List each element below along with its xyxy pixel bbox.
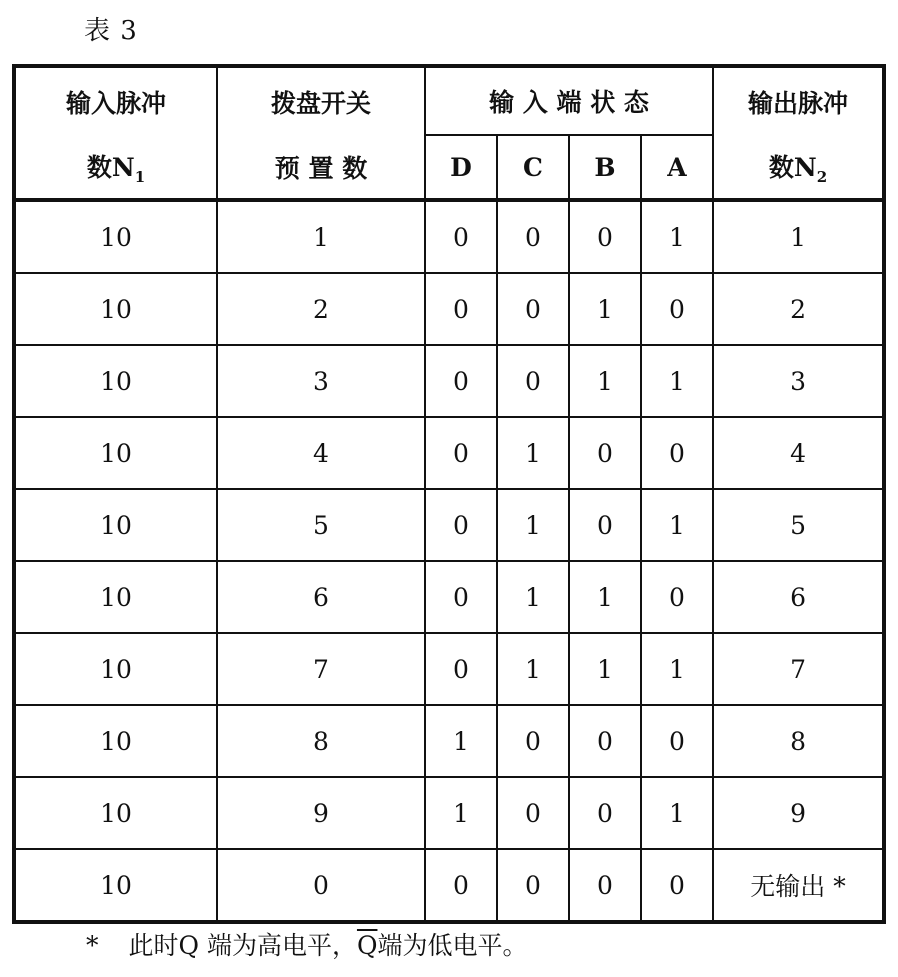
header-input-pulse-label: 数N — [86, 152, 135, 182]
cell-c: 0 — [497, 849, 569, 922]
header-dial-switch-top: 拨盘开关 — [217, 66, 425, 135]
cell-d: 0 — [425, 417, 497, 489]
cell-a: 1 — [641, 200, 713, 273]
cell-c: 0 — [497, 200, 569, 273]
cell-d: 1 — [425, 705, 497, 777]
header-input-pulse-subscript: 1 — [134, 167, 146, 186]
table-caption: 表 3 — [84, 16, 138, 46]
cell-a: 1 — [641, 777, 713, 849]
cell-c: 1 — [497, 489, 569, 561]
cell-a: 0 — [641, 273, 713, 345]
table-row — [14, 777, 884, 849]
cell-preset: 5 — [217, 489, 425, 561]
table-row — [14, 345, 884, 417]
header-state-d: D — [425, 135, 497, 200]
cell-c: 0 — [497, 345, 569, 417]
cell-preset: 7 — [217, 633, 425, 705]
cell-c: 1 — [497, 633, 569, 705]
cell-b: 0 — [569, 489, 641, 561]
cell-preset: 2 — [217, 273, 425, 345]
footnote-q-bar: $\overline{Q}$ — [356, 931, 378, 960]
header-output-pulse-top: 输出脉冲 — [713, 66, 884, 135]
cell-input-pulse: 10 — [14, 561, 217, 633]
cell-output-pulse: 无输出 * — [713, 849, 884, 922]
table-row — [14, 417, 884, 489]
cell-output-pulse: 7 — [713, 633, 884, 705]
cell-input-pulse: 10 — [14, 633, 217, 705]
cell-output-pulse: 9 — [713, 777, 884, 849]
header-state-a: A — [641, 135, 713, 200]
cell-input-pulse: 10 — [14, 345, 217, 417]
cell-a: 0 — [641, 417, 713, 489]
cell-input-pulse: 10 — [14, 705, 217, 777]
cell-input-pulse: 10 — [14, 200, 217, 273]
cell-a: 1 — [641, 489, 713, 561]
cell-b: 1 — [569, 633, 641, 705]
header-output-pulse-label: 数N — [768, 152, 817, 182]
cell-b: 0 — [569, 200, 641, 273]
cell-a: 0 — [641, 561, 713, 633]
cell-a: 1 — [641, 633, 713, 705]
table-row — [14, 561, 884, 633]
header-state-c: C — [497, 135, 569, 200]
cell-b: 0 — [569, 705, 641, 777]
data-table-container — [12, 64, 882, 908]
cell-preset: 0 — [217, 849, 425, 922]
cell-input-pulse: 10 — [14, 849, 217, 922]
cell-output-pulse: 2 — [713, 273, 884, 345]
header-input-pulse-bottom — [14, 135, 217, 200]
table-row — [14, 200, 884, 273]
cell-output-pulse: 1 — [713, 200, 884, 273]
table-row — [14, 273, 884, 345]
cell-c: 1 — [497, 417, 569, 489]
cell-d: 0 — [425, 345, 497, 417]
cell-b: 0 — [569, 849, 641, 922]
cell-b: 0 — [569, 417, 641, 489]
cell-input-pulse: 10 — [14, 489, 217, 561]
header-dial-switch-bottom: 预 置 数 — [217, 135, 425, 200]
cell-output-pulse: 6 — [713, 561, 884, 633]
cell-input-pulse: 10 — [14, 777, 217, 849]
cell-d: 0 — [425, 849, 497, 922]
cell-d: 1 — [425, 777, 497, 849]
cell-input-pulse: 10 — [14, 417, 217, 489]
cell-b: 0 — [569, 777, 641, 849]
cell-input-pulse: 10 — [14, 273, 217, 345]
cell-preset: 4 — [217, 417, 425, 489]
footnote-text-part2: 端为低电平。 — [377, 931, 528, 960]
cell-d: 0 — [425, 489, 497, 561]
cell-output-pulse: 8 — [713, 705, 884, 777]
cell-d: 0 — [425, 273, 497, 345]
cell-b: 1 — [569, 345, 641, 417]
cell-output-pulse: 3 — [713, 345, 884, 417]
cell-a: 1 — [641, 345, 713, 417]
table-row — [14, 633, 884, 705]
footnote — [86, 926, 527, 962]
cell-d: 0 — [425, 633, 497, 705]
table-row — [14, 489, 884, 561]
cell-c: 0 — [497, 705, 569, 777]
header-input-pulse-top: 输入脉冲 — [14, 66, 217, 135]
header-input-state-group: 输 入 端 状 态 — [425, 66, 713, 135]
cell-d: 0 — [425, 200, 497, 273]
cell-d: 0 — [425, 561, 497, 633]
cell-preset: 3 — [217, 345, 425, 417]
cell-a: 0 — [641, 849, 713, 922]
footnote-text-part1: 此时Q 端为高电平， — [128, 931, 357, 960]
data-table — [12, 64, 886, 924]
cell-b: 1 — [569, 561, 641, 633]
cell-c: 0 — [497, 777, 569, 849]
table-row — [14, 705, 884, 777]
cell-preset: 6 — [217, 561, 425, 633]
cell-preset: 1 — [217, 200, 425, 273]
cell-preset: 8 — [217, 705, 425, 777]
header-output-pulse-bottom — [713, 135, 884, 200]
footnote-star: * — [86, 931, 99, 960]
cell-a: 0 — [641, 705, 713, 777]
cell-preset: 9 — [217, 777, 425, 849]
cell-c: 0 — [497, 273, 569, 345]
cell-output-pulse: 4 — [713, 417, 884, 489]
cell-b: 1 — [569, 273, 641, 345]
cell-output-pulse: 5 — [713, 489, 884, 561]
table-row — [14, 849, 884, 922]
header-output-pulse-subscript: 2 — [816, 167, 828, 186]
cell-c: 1 — [497, 561, 569, 633]
header-state-b: B — [569, 135, 641, 200]
